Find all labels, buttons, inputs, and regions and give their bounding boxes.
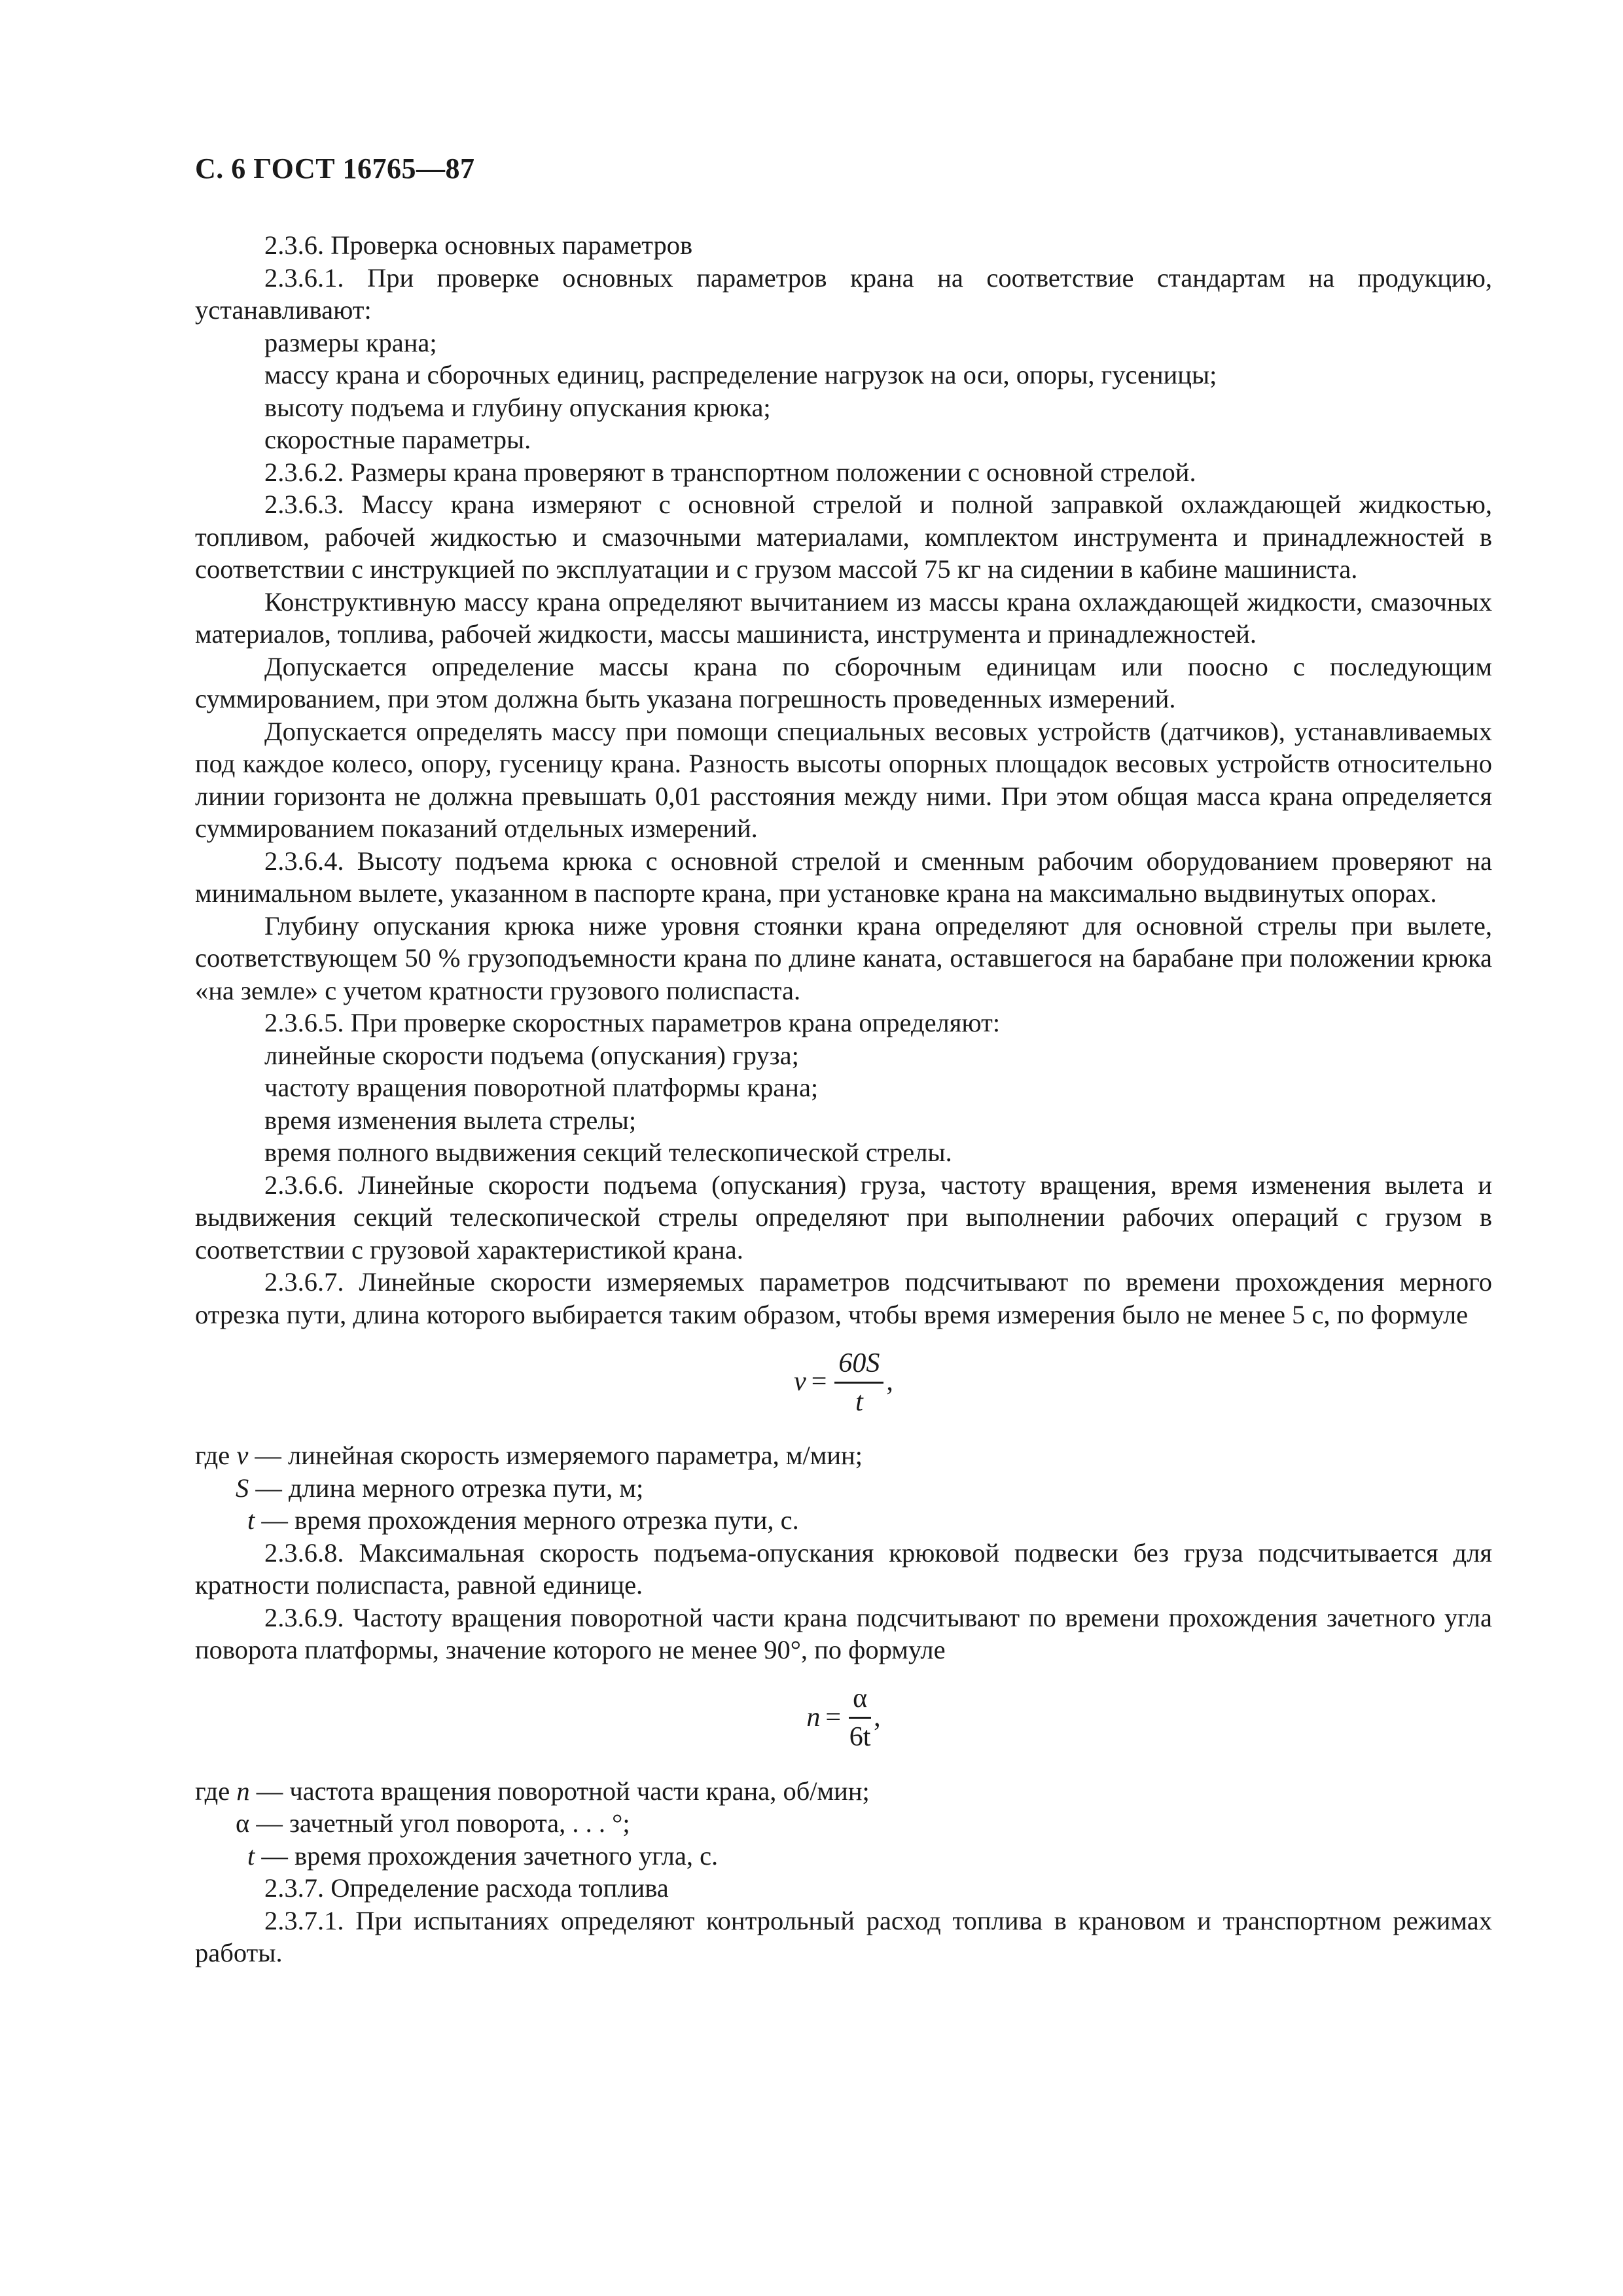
formula-lhs: v (794, 1367, 806, 1397)
formula-denominator: t (855, 1386, 863, 1417)
paragraph-2-3-6-8: 2.3.6.8. Максимальная скорость подъема-опускания крюковой подвески без груза подсчитывается для кратности полиспаста, равной единице. (195, 1537, 1492, 1600)
list-item: время изменения вылета стрелы; (264, 1105, 637, 1135)
definition: — частота вращения поворотной части крана, об/мин; (249, 1776, 870, 1806)
where-line (195, 1472, 1492, 1505)
symbol: α (236, 1808, 250, 1838)
where-line (195, 1775, 1492, 1808)
formula-numerator: α (849, 1680, 871, 1719)
formula-tail: , (886, 1367, 893, 1397)
paragraph-2-3-7-1: 2.3.7.1. При испытаниях определяют контрольный расход топлива в крановом и транспортном режимах работы. (195, 1905, 1492, 1967)
symbol: S (236, 1473, 249, 1503)
formula-equals: = (811, 1367, 827, 1397)
list-item: массу крана и сборочных единиц, распределение нагрузок на оси, опоры, гусеницы; (264, 360, 1217, 389)
symbol: t (247, 1505, 255, 1535)
where-line (195, 1840, 1492, 1873)
formula-rotation-frequency (195, 1669, 1492, 1767)
paragraph-2-3-6-6: 2.3.6.6. Линейные скорости подъема (опускания) груза, частоту вращения, время изменения вылета и выдвижения секций телескопической стрелы определяют при выполнении рабочих операций с грузом в соответствии с грузовой характеристикой крана. (195, 1170, 1492, 1265)
where-line (195, 1504, 1492, 1537)
list-item: частоту вращения поворотной платформы крана; (264, 1073, 819, 1102)
formula-equals: = (825, 1702, 842, 1732)
document-body (195, 229, 1492, 1969)
paragraph-2-3-6-1: 2.3.6.1. При проверке основных параметров крана на соответствие стандартам на продукцию, устанавливают: (195, 262, 1492, 325)
formula-fraction (834, 1345, 883, 1420)
formula-denominator: 6t (849, 1722, 871, 1752)
list-item: линейные скорости подъема (опускания) груза; (264, 1040, 799, 1070)
where-line (195, 1439, 1492, 1472)
formula-tail: , (874, 1702, 881, 1732)
formula-lhs: n (806, 1702, 821, 1732)
paragraph-2-3-6-4: 2.3.6.4. Высоту подъема крюка с основной стрелой и сменным рабочим оборудованием проверяют на минимальном вылете, указанном в паспорте крана, при установке крана на максимально выдвинутых опорах. (195, 846, 1492, 908)
formula-fraction (849, 1680, 871, 1755)
symbol: t (247, 1840, 255, 1871)
where-word: где (195, 1776, 237, 1806)
paragraph-2-3-6-5: 2.3.6.5. При проверке скоростных параметров крана определяют: (264, 1008, 1001, 1037)
symbol: n (236, 1776, 250, 1806)
where-word: где (195, 1441, 237, 1470)
definition: — зачетный угол поворота, . . . °; (249, 1808, 630, 1838)
definition: — время прохождения зачетного угла, с. (255, 1840, 719, 1871)
formula-numerator: 60S (834, 1345, 883, 1384)
formula-linear-speed (195, 1333, 1492, 1431)
paragraph: Допускается определение массы крана по сборочным единицам или поосно с последующим суммированием, при этом должна быть указана погрешность проведенных измерений. (195, 651, 1492, 713)
definition: — время прохождения мерного отрезка пути, с. (255, 1505, 799, 1535)
list-item: высоту подъема и глубину опускания крюка; (264, 392, 771, 422)
definition: — длина мерного отрезка пути, м; (249, 1473, 644, 1503)
paragraph: Допускается определять массу при помощи специальных весовых устройств (датчиков), устанавливаемых под каждое колесо, опору, гусеницу крана. Разность высоты опорных площадок весовых устройств относительно линии горизонта не должна превышать 0,01 расстояния между ними. При этом общая масса крана определяется суммированием показаний отдельных измерений. (195, 716, 1492, 843)
list-item: время полного выдвижения секций телескопической стрелы. (264, 1138, 952, 1167)
definition: — линейная скорость измеряемого параметра, м/мин; (248, 1441, 863, 1470)
paragraph-2-3-6-2: 2.3.6.2. Размеры крана проверяют в транспортном положении с основной стрелой. (264, 457, 1196, 487)
symbol: v (236, 1441, 249, 1470)
paragraph: Конструктивную массу крана определяют вычитанием из массы крана охлаждающей жидкости, смазочных материалов, топлива, рабочей жидкости, массы машиниста, инструмента и принадлежностей. (195, 586, 1492, 649)
page-header: С. 6 ГОСТ 16765—87 (195, 152, 475, 185)
paragraph-2-3-6-3: 2.3.6.3. Массу крана измеряют с основной стрелой и полной заправкой охлаждающей жидкостью, топливом, рабочей жидкостью и смазочными материалами, комплектом инструмента и принадлежностей в соответствии с инструкцией по эксплуатации и с грузом массой 75 кг на сидении в кабине машиниста. (195, 490, 1492, 584)
where-line (195, 1807, 1492, 1840)
paragraph-2-3-6-7: 2.3.6.7. Линейные скорости измеряемых параметров подсчитывают по времени прохождения мерного отрезка пути, длина которого выбирается таким образом, чтобы время измерения было не менее 5 с, по формуле (195, 1267, 1492, 1329)
paragraph: Глубину опускания крюка ниже уровня стоянки крана определяют для основной стрелы при вылете, соответствующем 50 % грузоподъемности крана по длине каната, оставшегося на барабане при положении крюка «на земле» с учетом кратности грузового полиспаста. (195, 910, 1492, 1005)
paragraph-2-3-6-9: 2.3.6.9. Частоту вращения поворотной части крана подсчитывают по времени прохождения зачетного угла поворота платформы, значение которого не менее 90°, по формуле (195, 1602, 1492, 1664)
section-2-3-7-heading: 2.3.7. Определение расхода топлива (264, 1873, 669, 1903)
list-item: скоростные параметры. (264, 425, 531, 454)
section-2-3-6-heading: 2.3.6. Проверка основных параметров (264, 230, 693, 260)
list-item: размеры крана; (264, 327, 437, 357)
